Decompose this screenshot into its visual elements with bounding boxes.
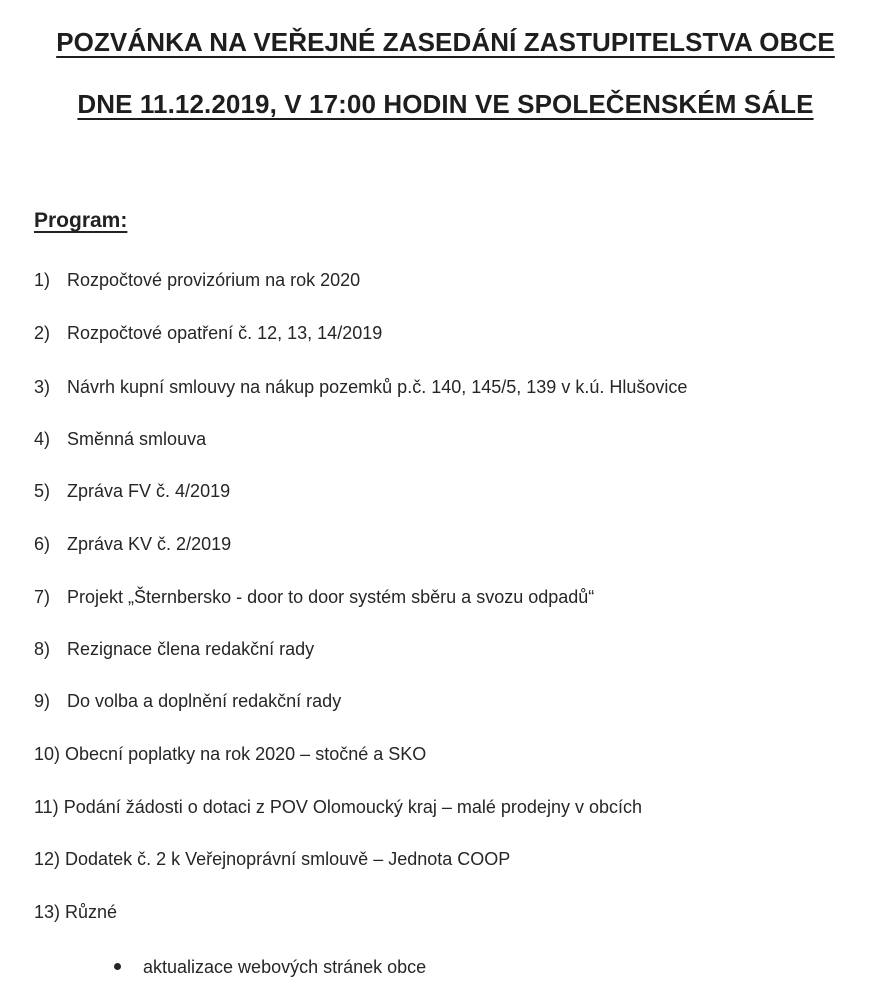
agenda-item-text: Rezignace člena redakční rady (67, 639, 315, 659)
agenda-item-text: Zpráva KV č. 2/2019 (67, 534, 232, 554)
agenda-item-text: Do volba a doplnění redakční rady (67, 691, 342, 711)
agenda-item-number: 6) (34, 534, 51, 554)
agenda-item-text: Zpráva FV č. 4/2019 (67, 481, 231, 501)
agenda-item-number: 5) (34, 481, 51, 501)
agenda-item (34, 323, 382, 344)
agenda-item-number: 13) (34, 902, 61, 922)
agenda-item-number: 3) (34, 377, 51, 397)
agenda-item-text: Směnná smlouva (67, 429, 207, 449)
agenda-item-text: Obecní poplatky na rok 2020 – stočné a SKO (65, 744, 427, 764)
sub-bullet-item (114, 957, 426, 978)
agenda-item-number: 10) (34, 744, 61, 764)
agenda-item (34, 587, 594, 608)
agenda-item-text: Podání žádosti o dotaci z POV Olomoucký kraj – malé prodejny v obcích (63, 797, 642, 817)
agenda-item (34, 377, 687, 398)
program-heading: Program: (34, 209, 128, 232)
agenda-item-number: 12) (34, 849, 61, 869)
document-title-line-1 (0, 27, 891, 58)
title-line-2-text: DNE 11.12.2019, V 17:00 HODIN VE SPOLEČENSKÉM SÁLE (77, 89, 814, 119)
agenda-item (34, 270, 360, 291)
agenda-item-text: Rozpočtové provizórium na rok 2020 (67, 270, 361, 290)
agenda-item (34, 744, 426, 765)
agenda-item (34, 691, 341, 712)
agenda-item (34, 849, 510, 870)
agenda-item-text: Dodatek č. 2 k Veřejnoprávní smlouvě – Jednota COOP (65, 849, 511, 869)
agenda-item-number: 8) (34, 639, 51, 659)
agenda-item (34, 797, 642, 818)
agenda-item (34, 534, 231, 555)
agenda-item-number: 7) (34, 587, 51, 607)
agenda-item (34, 639, 314, 660)
agenda-item-number: 9) (34, 691, 51, 711)
agenda-item-text: Rozpočtové opatření č. 12, 13, 14/2019 (67, 323, 383, 343)
bullet-icon (114, 963, 121, 970)
agenda-item-number: 4) (34, 429, 51, 449)
agenda-item-number: 2) (34, 323, 51, 343)
agenda-item-text: Různé (65, 902, 118, 922)
agenda-item (34, 481, 230, 502)
agenda-item-number: 11) (34, 797, 59, 817)
agenda-item (34, 902, 117, 923)
document-title-line-2 (0, 89, 891, 120)
agenda-item-text: Projekt „Šternbersko - door to door systém sběru a svozu odpadů“ (67, 587, 595, 607)
agenda-item (34, 429, 206, 450)
agenda-item-text: Návrh kupní smlouvy na nákup pozemků p.č. 140, 145/5, 139 v k.ú. Hlušovice (67, 377, 688, 397)
agenda-item-number: 1) (34, 270, 51, 290)
title-line-1-text: POZVÁNKA NA VEŘEJNÉ ZASEDÁNÍ ZASTUPITELSTVA OBCE (56, 27, 835, 57)
sub-bullet-text: aktualizace webových stránek obce (143, 957, 427, 977)
